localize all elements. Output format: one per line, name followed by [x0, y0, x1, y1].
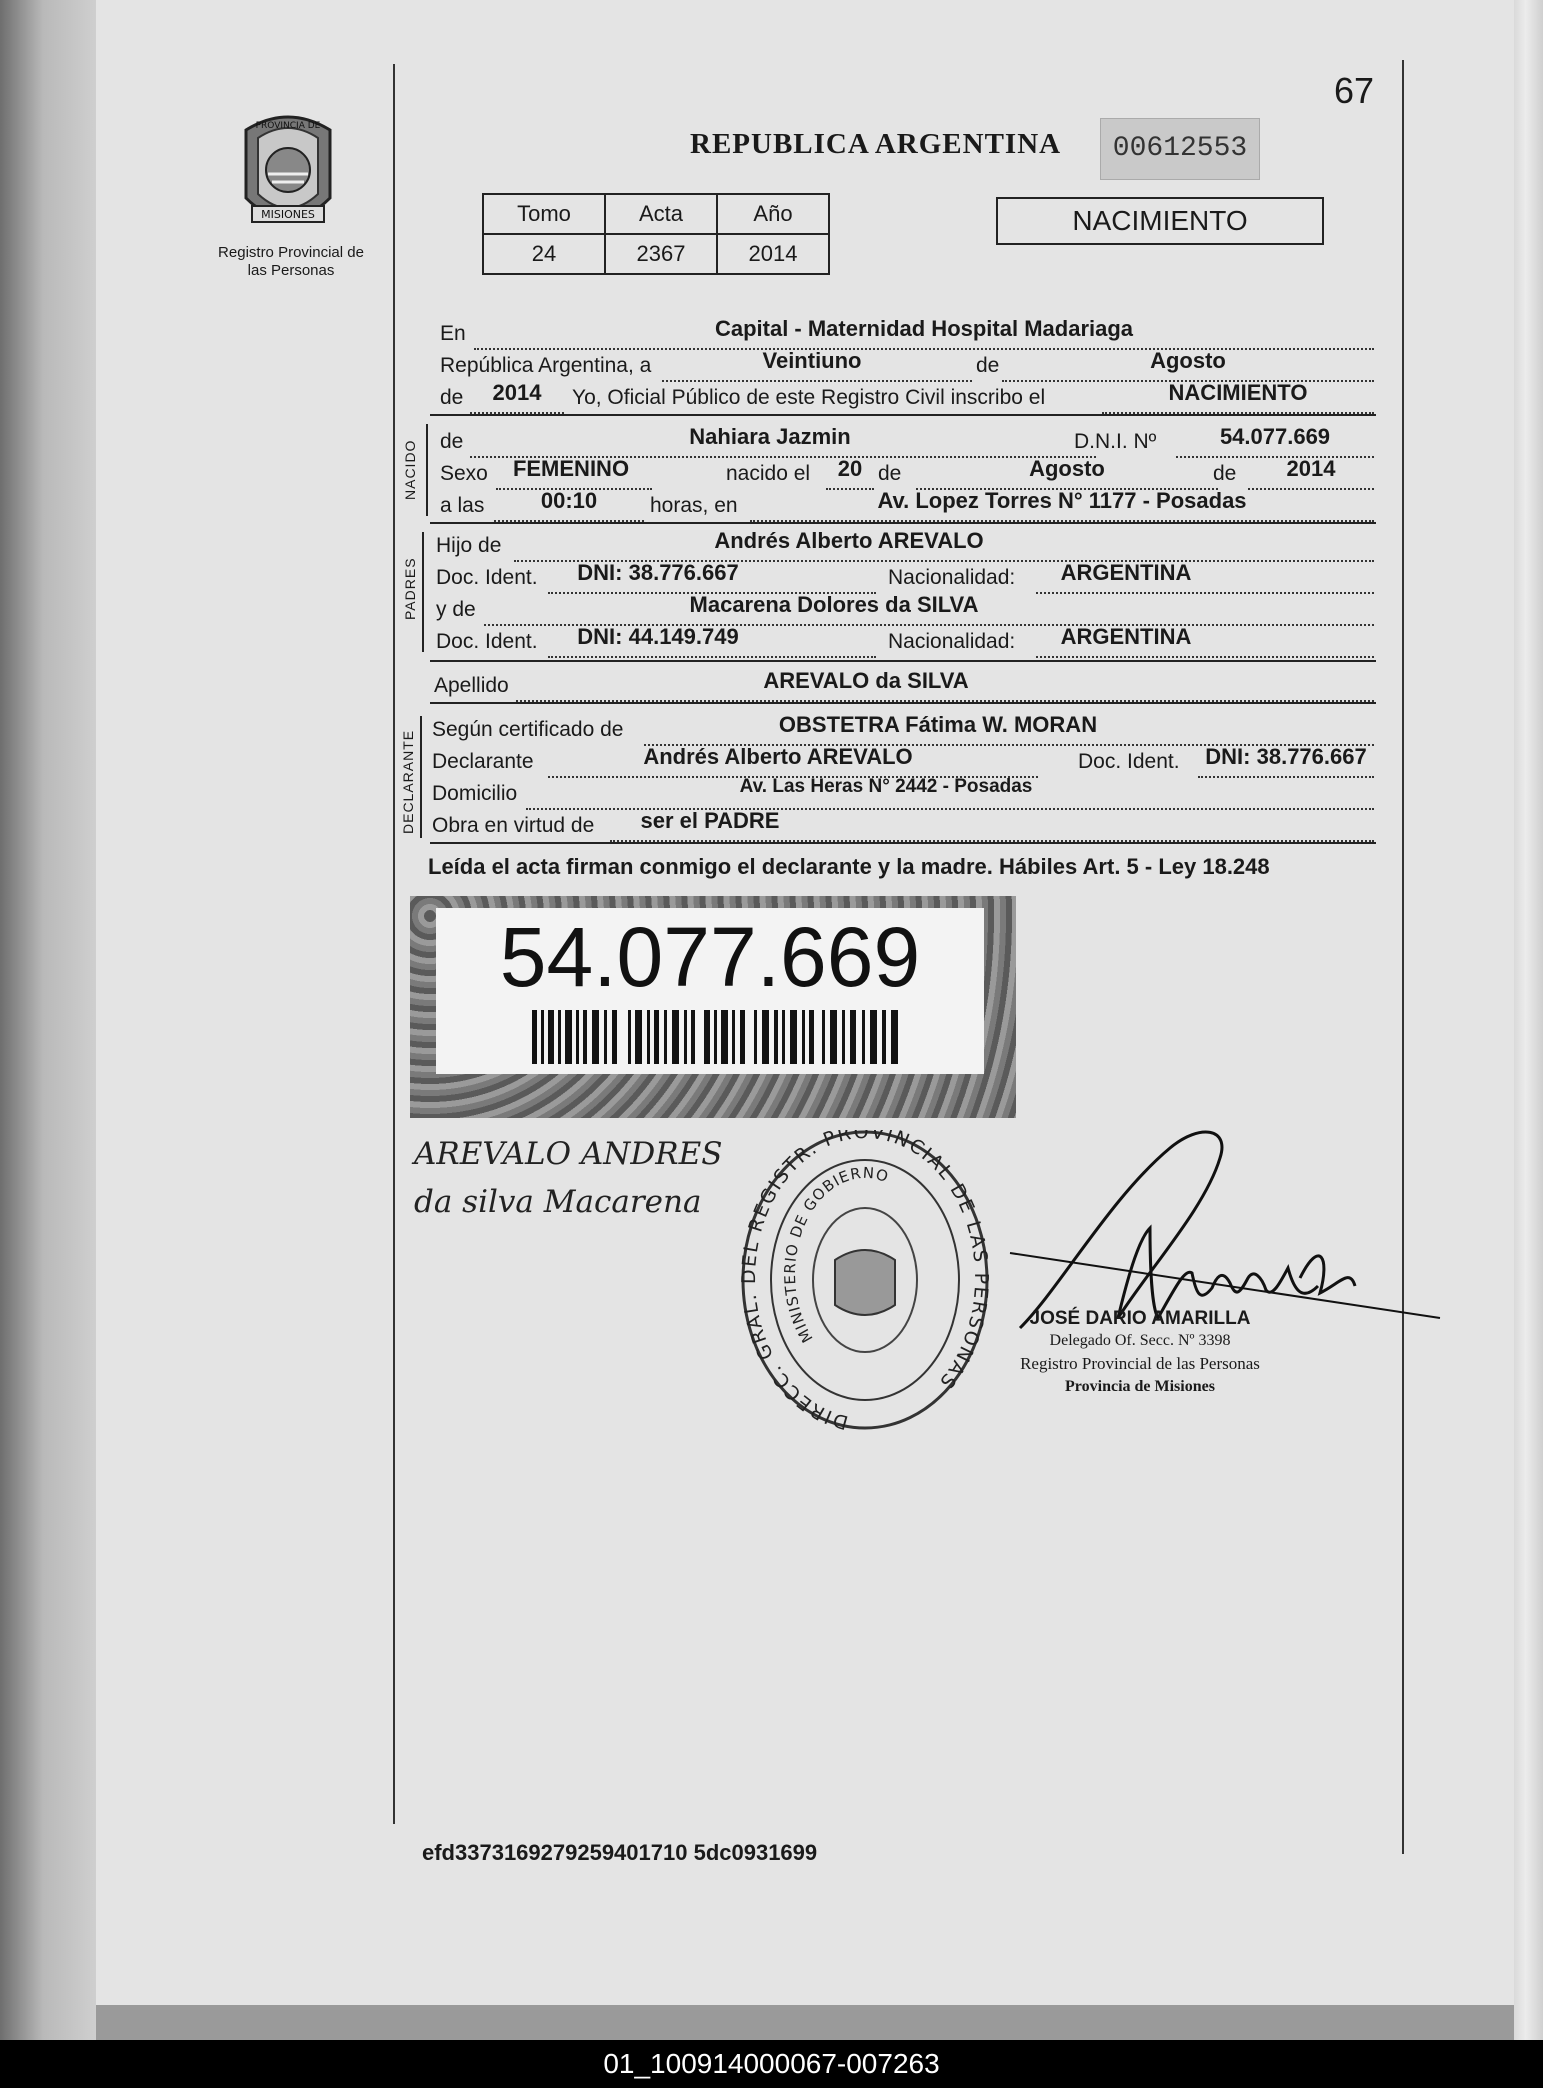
de-label-2: de — [878, 462, 902, 485]
apellido-label: Apellido — [434, 674, 509, 697]
registry-label: Registro Provincial de las Personas — [218, 244, 364, 279]
page-number: 67 — [1334, 70, 1375, 111]
dni-plate — [410, 896, 1016, 1118]
left-margin-line — [393, 64, 395, 1824]
inscribe-value: NACIMIENTO — [1168, 380, 1308, 405]
paper-edge — [1514, 0, 1543, 2040]
year-value: 2014 — [492, 380, 542, 405]
nacionalidad-label: Nacionalidad: — [888, 630, 1016, 653]
seal-text-top: PROVINCIA DE — [255, 121, 321, 131]
signatory-role: Delegado Of. Secc. Nº 3398 — [1049, 1332, 1231, 1349]
table-cell-tomo: 24 — [483, 234, 605, 274]
province-seal — [232, 108, 344, 238]
stamp-inner-text: MINISTERIO DE GOBIERNO — [780, 1163, 892, 1346]
yde-label: y de — [436, 598, 476, 621]
de-label: de — [976, 354, 1000, 377]
mother-nat-value: ARGENTINA — [1060, 624, 1192, 649]
declarante-value: Andrés Alberto AREVALO — [643, 744, 913, 769]
document-hash: efd3373169279259401710 5dc0931699 — [422, 1840, 818, 1865]
dni-plate-inner — [436, 908, 984, 1074]
republica-label: República Argentina, a — [440, 354, 652, 377]
signatory-province: Provincia de Misiones — [1065, 1378, 1215, 1395]
separator — [430, 414, 1376, 416]
section-nacido-label: NACIDO — [402, 439, 418, 500]
oficial-text: Yo, Oficial Público de este Registro Civil inscribo el — [572, 386, 1046, 409]
table-header-ano: Año — [717, 194, 829, 234]
seal-text-bottom: MISIONES — [261, 208, 315, 221]
row-apellido — [434, 668, 1375, 704]
de2-label: de — [440, 386, 464, 409]
closing-statement: Leída el acta firman conmigo el declarante y la madre. Hábiles Art. 5 - Ley 18.248 — [428, 854, 1270, 879]
handwritten-name-mother: da silva Macarena — [414, 1184, 702, 1220]
nacido-label: nacido el — [726, 462, 811, 485]
birth-day-value: 20 — [837, 456, 863, 481]
section-declarante-label: DECLARANTE — [400, 729, 416, 834]
domicilio-label: Domicilio — [432, 782, 518, 805]
scan-id-footer: 01_100914000067-007263 — [0, 2040, 1543, 2088]
nacionalidad-label: Nacionalidad: — [888, 566, 1016, 589]
row-year — [440, 380, 1375, 416]
dni-plate-number: 54.077.669 — [499, 910, 921, 1004]
doc-label: Doc. Ident. — [436, 566, 538, 589]
mother-doc-value: DNI: 44.149.749 — [577, 624, 739, 649]
time-value: 00:10 — [540, 488, 598, 513]
father-nat-value: ARGENTINA — [1060, 560, 1192, 585]
table-cell-acta: 2367 — [605, 234, 717, 274]
day-value: Veintiuno — [762, 348, 862, 373]
birth-year-value: 2014 — [1286, 456, 1336, 481]
sexo-label: Sexo — [440, 462, 488, 485]
de-label-3: de — [1213, 462, 1237, 485]
section-padres-label: PADRES — [402, 557, 418, 620]
document-title: REPUBLICA ARGENTINA — [690, 128, 1062, 160]
section-bar — [422, 532, 424, 652]
section-bar — [426, 424, 428, 516]
dni-label: D.N.I. Nº — [1074, 430, 1157, 453]
row-mother-doc — [436, 624, 1375, 660]
separator — [430, 660, 1376, 662]
doc-label: Doc. Ident. — [436, 630, 538, 653]
de-name-label: de — [440, 430, 464, 453]
horas-label: horas, en — [650, 494, 738, 517]
serial-number: 00612553 — [1100, 118, 1260, 180]
signatory-office: Registro Provincial de las Personas — [1020, 1354, 1260, 1373]
row-domicilio — [432, 776, 1375, 812]
table-header-tomo: Tomo — [483, 194, 605, 234]
father-doc-value: DNI: 38.776.667 — [577, 560, 739, 585]
cert-label: Según certificado de — [432, 718, 624, 741]
right-margin-line — [1402, 60, 1404, 1854]
father-name-value: Andrés Alberto AREVALO — [714, 528, 984, 553]
declarante-doc-value: DNI: 38.776.667 — [1205, 744, 1367, 769]
apellido-value: AREVALO da SILVA — [763, 668, 969, 693]
row-time — [440, 488, 1375, 524]
separator — [430, 702, 1376, 704]
signatory-name: JOSÉ DARIO AMARILLA — [1029, 1308, 1251, 1329]
separator — [430, 522, 1376, 524]
child-dni-value: 54.077.669 — [1219, 424, 1331, 449]
month-value: Agosto — [1150, 348, 1226, 373]
table-header-acta: Acta — [605, 194, 717, 234]
registry-table — [482, 193, 830, 275]
handwritten-name-father: AREVALO ANDRES — [414, 1136, 723, 1172]
row-obra — [432, 808, 1375, 844]
official-stamp — [740, 1130, 990, 1440]
child-name-value: Nahiara Jazmin — [689, 424, 851, 449]
section-bar — [420, 716, 422, 838]
barcode — [532, 1010, 898, 1064]
separator — [430, 842, 1376, 844]
sexo-value: FEMENINO — [512, 456, 630, 481]
doc-label: Doc. Ident. — [1078, 750, 1180, 773]
scan-edge — [0, 0, 96, 2040]
cert-value: OBSTETRA Fátima W. MORAN — [778, 712, 1098, 737]
birth-address-value: Av. Lopez Torres N° 1177 - Posadas — [877, 488, 1247, 513]
alas-label: a las — [440, 494, 485, 517]
act-type-box: NACIMIENTO — [996, 197, 1324, 245]
obra-label: Obra en virtud de — [432, 814, 595, 837]
stamp-text: DIRECC. GRAL. DEL REGISTR. PROVINCIAL DE LAS PERSONAS — [740, 1130, 990, 1434]
hijo-label: Hijo de — [436, 534, 502, 557]
place-value: Capital - Maternidad Hospital Madariaga — [714, 316, 1134, 341]
en-label: En — [440, 322, 466, 345]
birth-month-value: Agosto — [1029, 456, 1105, 481]
table-cell-ano: 2014 — [717, 234, 829, 274]
obra-value: ser el PADRE — [640, 808, 780, 833]
mother-name-value: Macarena Dolores da SILVA — [689, 592, 979, 617]
declarante-label: Declarante — [432, 750, 534, 773]
domicilio-value: Av. Las Heras N° 2442 - Posadas — [739, 776, 1033, 797]
